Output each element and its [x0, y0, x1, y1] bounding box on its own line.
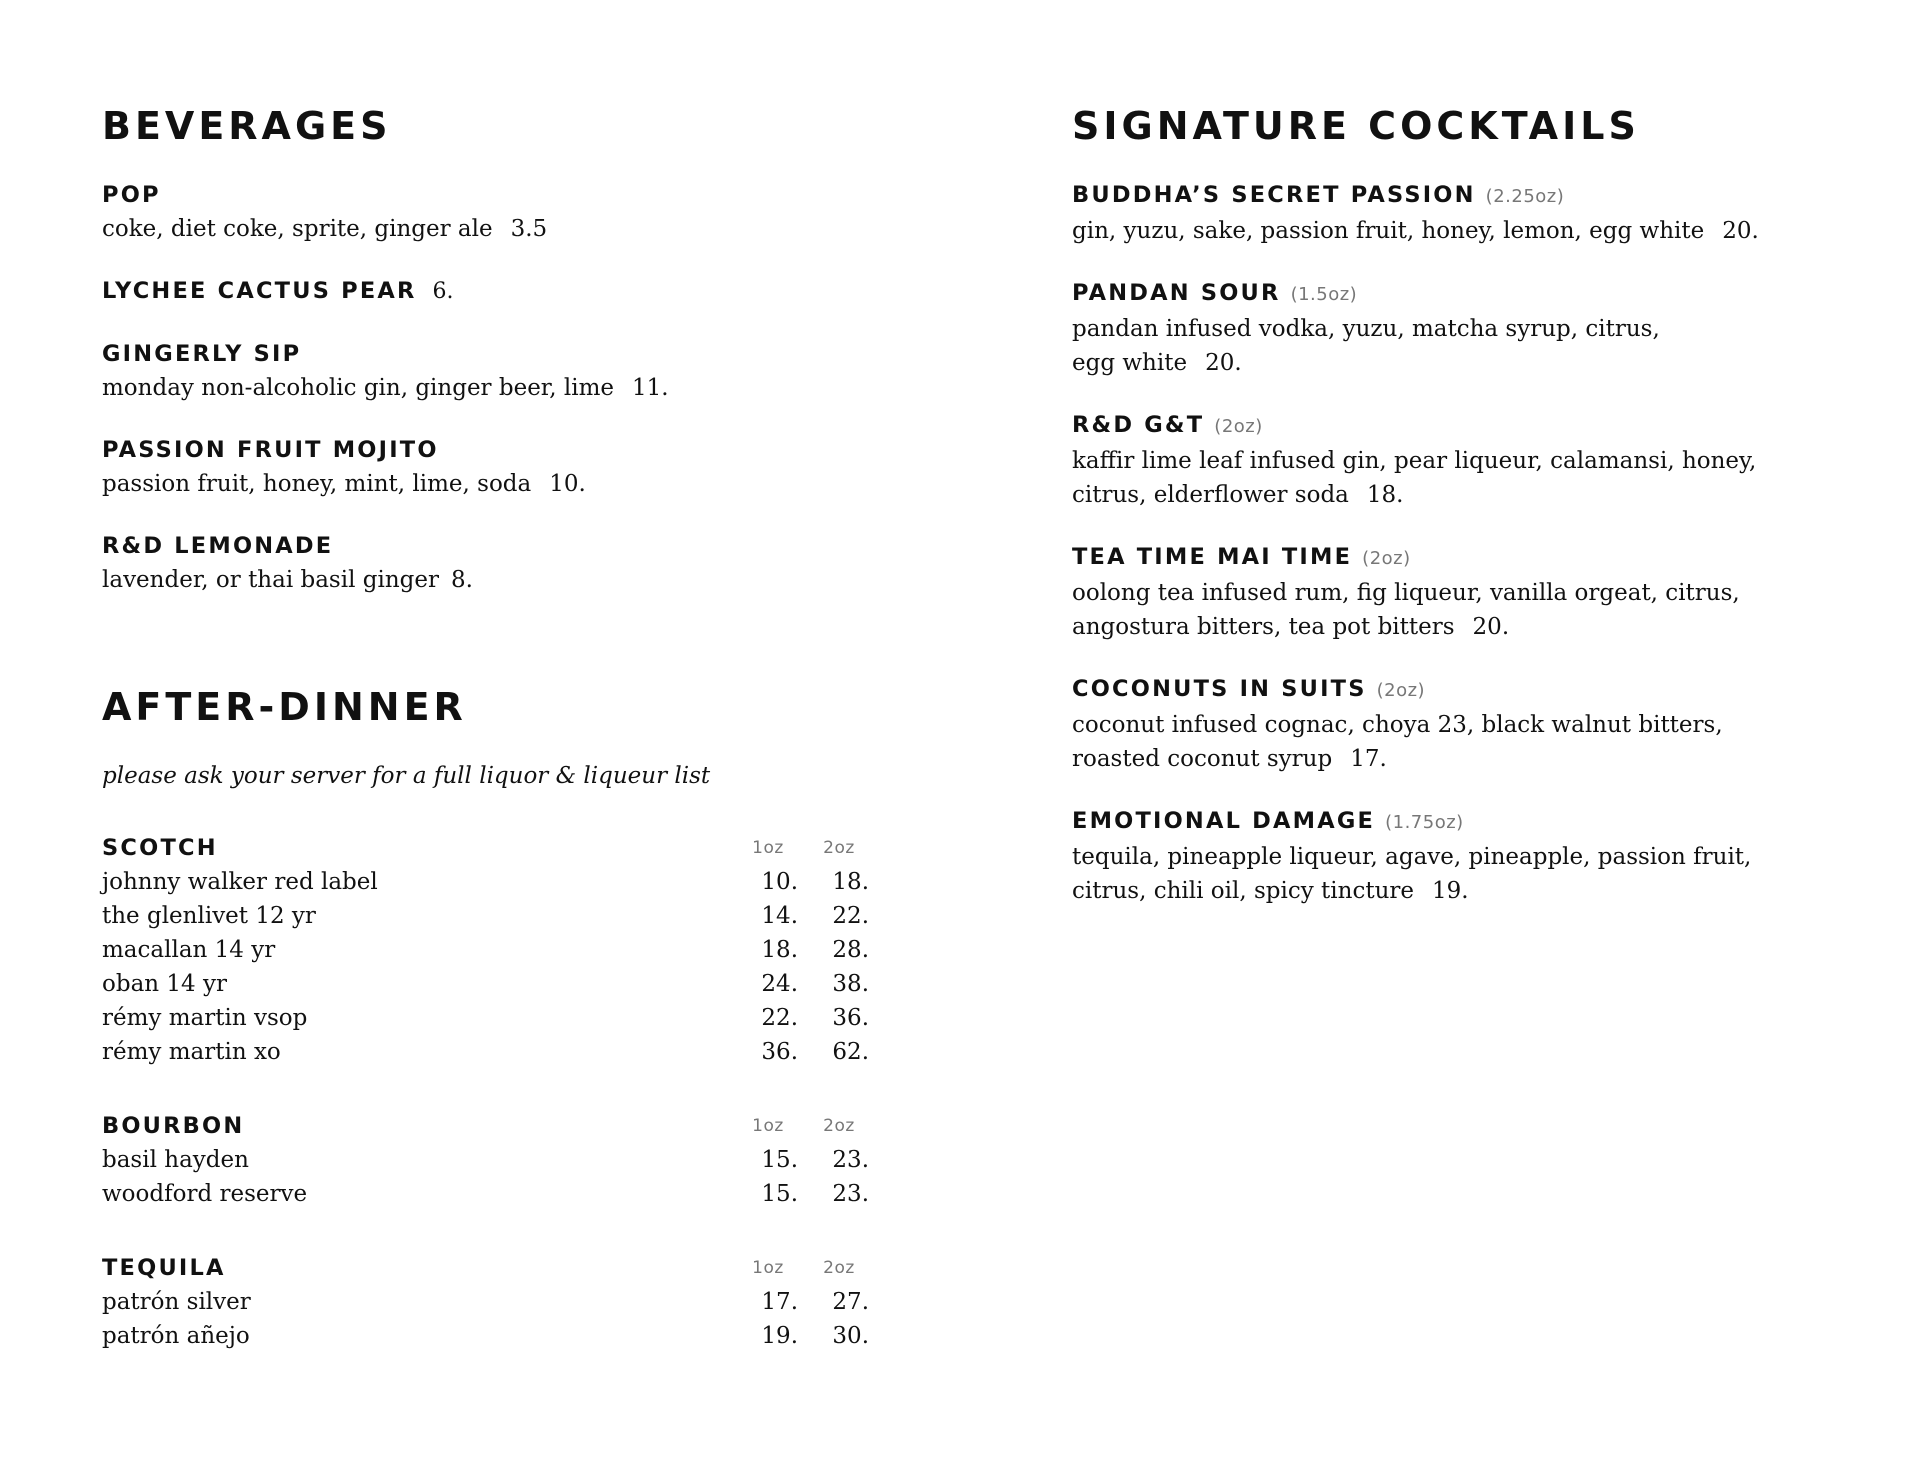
menu-item-passion-fruit-mojito — [102, 433, 892, 501]
item-description: gin, yuzu, sake, passion fruit, honey, lemon, egg white 20. — [1072, 218, 1759, 244]
item-description: monday non-alcoholic gin, ginger beer, lime 11. — [102, 375, 669, 401]
liquor-row: rémy martin xo 36. 62. — [102, 1039, 869, 1065]
item-name: LYCHEE CACTUS PEAR 6. — [102, 278, 454, 304]
item-name: R&D LEMONADE — [102, 533, 334, 559]
item-price: 18. — [1366, 482, 1404, 508]
beverages-title: BEVERAGES — [102, 104, 392, 148]
item-name: POP — [102, 182, 161, 208]
column-header-2oz: 2oz — [823, 838, 855, 858]
pour-size: (1.75oz) — [1385, 812, 1464, 833]
item-price: 11. — [632, 375, 669, 401]
category-name: TEQUILA — [102, 1255, 226, 1281]
item-name: BUDDHA’S SECRET PASSION — [1072, 182, 1476, 208]
item-name: R&D G&T — [1072, 412, 1205, 438]
column-header-1oz: 1oz — [752, 1258, 784, 1278]
liquor-row: patrón añejo 19. 30. — [102, 1323, 869, 1349]
item-description: kaffir lime leaf infused gin, pear liqueur, calamansi, honey, citrus, elderflower soda 18. — [1072, 448, 1757, 508]
pour-size: (2.25oz) — [1485, 186, 1565, 207]
pour-size: (1.5oz) — [1290, 284, 1358, 305]
item-description: oolong tea infused rum, fig liqueur, vanilla orgeat, citrus, angostura bitters, tea pot bitters 20. — [1072, 580, 1740, 640]
liquor-category-tequila — [102, 1251, 872, 1353]
item-name: PANDAN SOUR — [1072, 280, 1281, 306]
column-header-2oz: 2oz — [823, 1116, 855, 1136]
category-name: BOURBON — [102, 1113, 245, 1139]
menu-item-rd-lemonade — [102, 529, 892, 597]
pour-size: (2oz) — [1376, 680, 1426, 701]
pour-size: (2oz) — [1214, 416, 1263, 437]
item-description: coke, diet coke, sprite, ginger ale 3.5 — [102, 216, 548, 242]
item-description: lavender, or thai basil ginger 8. — [102, 567, 473, 593]
item-description: tequila, pineapple liqueur, agave, pineapple, passion fruit, citrus, chili oil, spicy tincture 19. — [1072, 844, 1752, 904]
item-description: pandan infused vodka, yuzu, matcha syrup, citrus, egg white 20. — [1072, 316, 1660, 376]
after-dinner-note: please ask your server for a full liquor & liqueur list — [102, 763, 711, 789]
menu-item-lychee-cactus-pear — [102, 274, 892, 309]
item-description: coconut infused cognac, choya 23, black walnut bitters, roasted coconut syrup 17. — [1072, 712, 1723, 772]
column-header-1oz: 1oz — [752, 1116, 784, 1136]
item-price: 19. — [1432, 878, 1469, 904]
column-header-2oz: 2oz — [823, 1258, 855, 1278]
column-header-1oz: 1oz — [752, 838, 784, 858]
item-price: 10. — [549, 471, 586, 497]
liquor-row: the glenlivet 12 yr 14. 22. — [102, 903, 869, 929]
item-price: 3.5 — [510, 216, 548, 242]
item-price: 20. — [1472, 614, 1510, 640]
liquor-row: rémy martin vsop 22. 36. — [102, 1005, 869, 1031]
cocktail-rd-gt — [1072, 408, 1852, 512]
liquor-category-bourbon — [102, 1109, 872, 1211]
category-name: SCOTCH — [102, 835, 218, 861]
liquor-row: basil hayden 15. 23. — [102, 1147, 869, 1173]
item-price: 6. — [432, 279, 454, 304]
left-column — [102, 100, 892, 1353]
item-price: 20. — [1722, 218, 1759, 244]
menu-item-pop — [102, 178, 892, 246]
liquor-row: oban 14 yr 24. 38. — [102, 971, 869, 997]
liquor-row: woodford reserve 15. 23. — [102, 1181, 869, 1207]
item-description: passion fruit, honey, mint, lime, soda 10. — [102, 471, 586, 497]
cocktail-buddhas-secret-passion — [1072, 178, 1852, 248]
item-name: PASSION FRUIT MOJITO — [102, 437, 439, 463]
item-name: COCONUTS IN SUITS — [1072, 676, 1367, 702]
menu-item-gingerly-sip — [102, 337, 892, 405]
cocktail-pandan-sour — [1072, 276, 1852, 380]
liquor-category-scotch — [102, 831, 872, 1069]
pour-size: (2oz) — [1362, 548, 1411, 569]
item-price: 17. — [1350, 746, 1387, 772]
cocktail-coconuts-in-suits — [1072, 672, 1852, 776]
item-name: TEA TIME MAI TIME — [1072, 544, 1353, 570]
liquor-row: macallan 14 yr 18. 28. — [102, 937, 869, 963]
cocktail-tea-time-mai-time — [1072, 540, 1852, 644]
right-column — [1072, 100, 1852, 908]
cocktail-emotional-damage — [1072, 804, 1852, 908]
after-dinner-title: AFTER-DINNER — [102, 685, 467, 729]
item-price: 8. — [450, 567, 473, 593]
item-name: EMOTIONAL DAMAGE — [1072, 808, 1376, 834]
item-price: 20. — [1205, 350, 1242, 376]
liquor-row: patrón silver 17. 27. — [102, 1289, 869, 1315]
signature-cocktails-title: SIGNATURE COCKTAILS — [1072, 104, 1640, 148]
liquor-row: johnny walker red label 10. 18. — [102, 869, 869, 895]
item-name: GINGERLY SIP — [102, 341, 302, 367]
